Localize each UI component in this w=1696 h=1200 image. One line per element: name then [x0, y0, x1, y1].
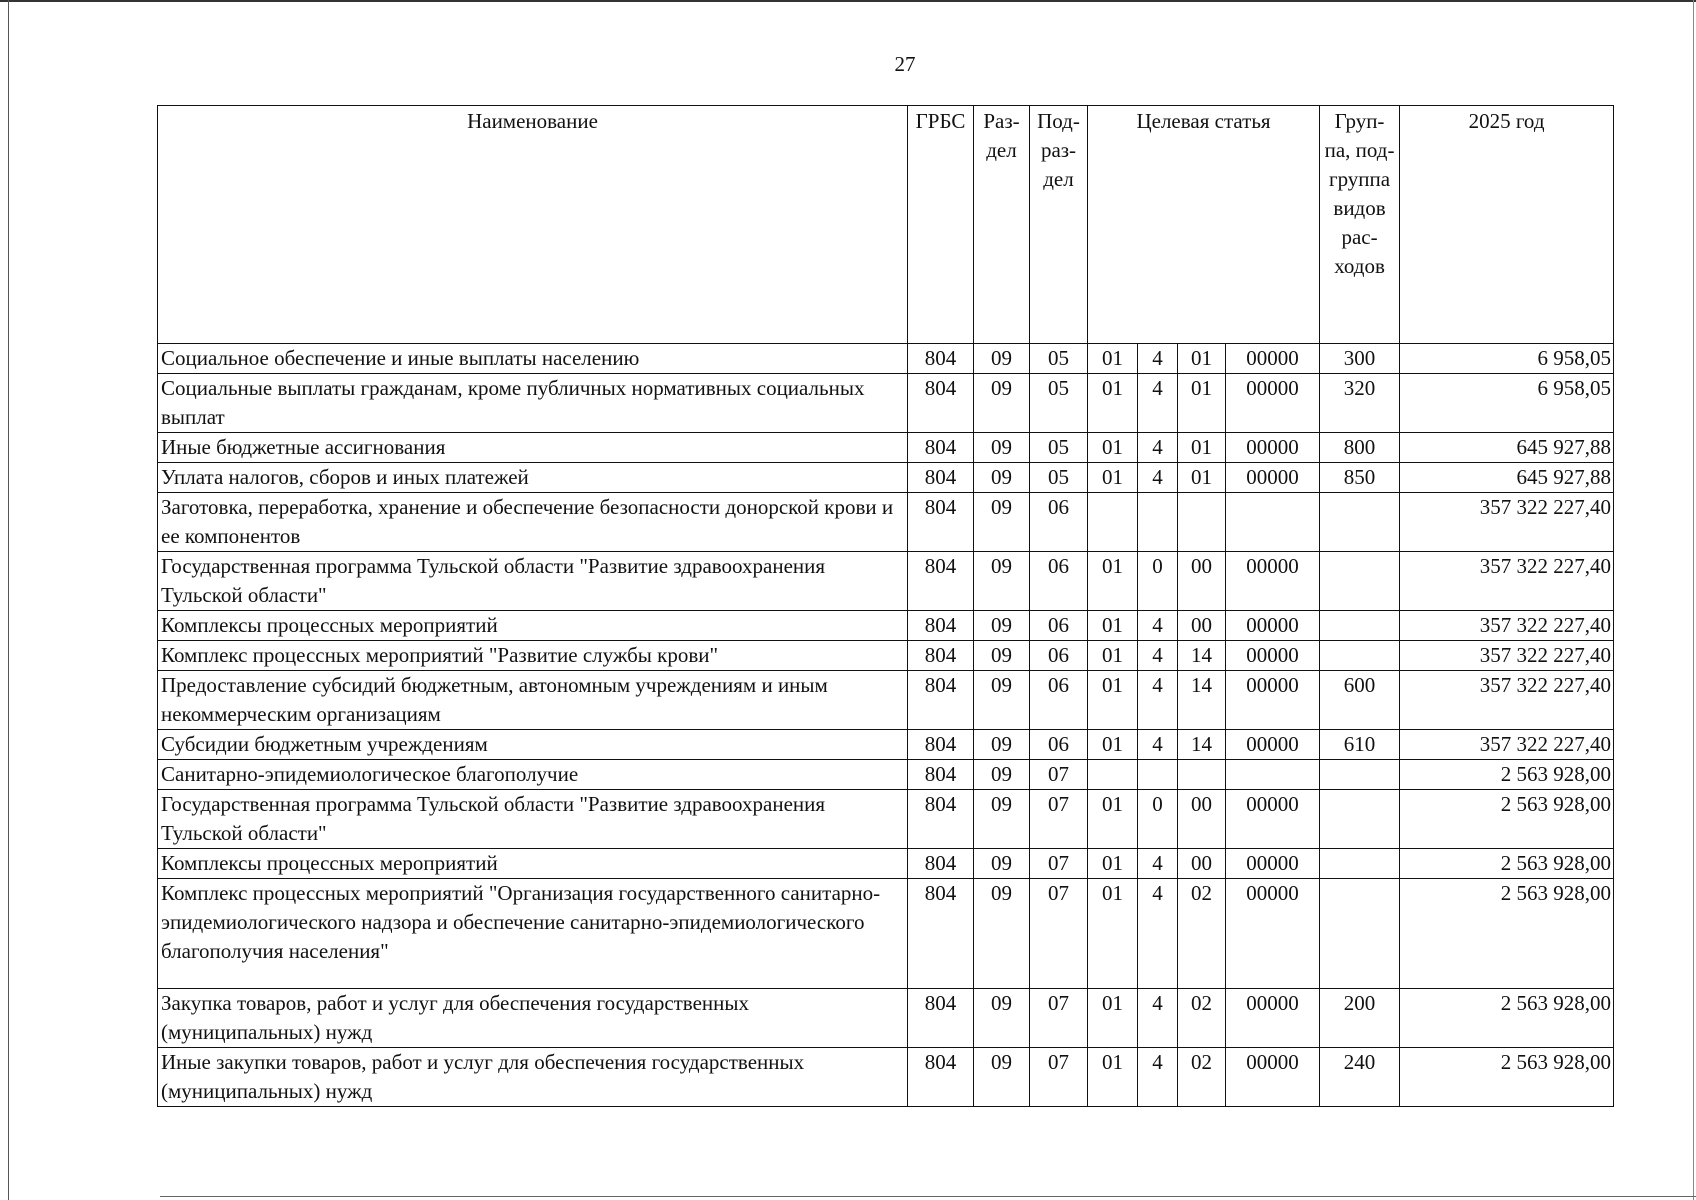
cell-grbs: 804	[908, 641, 974, 671]
cell-razdel: 09	[974, 671, 1030, 730]
header-celevaya-statya: Целевая статья	[1088, 106, 1320, 344]
cell-name: Предоставление субсидий бюджетным, автономным учреждениям и иным некоммерческим организациям	[158, 671, 908, 730]
cell-cs-program: 01	[1088, 790, 1138, 849]
cell-cs-subprogram: 02	[1178, 989, 1226, 1048]
cell-podrazdel: 07	[1030, 989, 1088, 1048]
cell-amount: 2 563 928,00	[1400, 760, 1614, 790]
header-name: Наименование	[158, 106, 908, 344]
cell-cs-type: 0	[1138, 552, 1178, 611]
cell-amount: 357 322 227,40	[1400, 641, 1614, 671]
cell-name: Иные закупки товаров, работ и услуг для обеспечения государственных (муниципальных) нужд	[158, 1048, 908, 1107]
cell-amount: 6 958,05	[1400, 374, 1614, 433]
cell-cs-direction: 00000	[1226, 552, 1320, 611]
cell-podrazdel: 05	[1030, 433, 1088, 463]
cell-cs-type: 4	[1138, 374, 1178, 433]
cell-name: Субсидии бюджетным учреждениям	[158, 730, 908, 760]
cell-vid-raskhodov: 600	[1320, 671, 1400, 730]
cell-cs-type: 4	[1138, 641, 1178, 671]
header-grbs: ГРБС	[908, 106, 974, 344]
cell-razdel: 09	[974, 344, 1030, 374]
cell-amount: 2 563 928,00	[1400, 849, 1614, 879]
cell-cs-direction	[1226, 760, 1320, 790]
cell-amount: 2 563 928,00	[1400, 989, 1614, 1048]
cell-cs-type: 4	[1138, 671, 1178, 730]
cell-vid-raskhodov: 320	[1320, 374, 1400, 433]
cell-grbs: 804	[908, 374, 974, 433]
cell-cs-subprogram: 01	[1178, 463, 1226, 493]
header-gruppa-vidov-raskhodov: Груп- па, под- группа видов рас- ходов	[1320, 106, 1400, 344]
cell-cs-direction: 00000	[1226, 849, 1320, 879]
cell-podrazdel: 07	[1030, 879, 1088, 989]
cell-name: Комплекс процессных мероприятий "Развитие службы крови"	[158, 641, 908, 671]
cell-podrazdel: 05	[1030, 344, 1088, 374]
cell-cs-type: 4	[1138, 433, 1178, 463]
cell-razdel: 09	[974, 463, 1030, 493]
cell-razdel: 09	[974, 760, 1030, 790]
cell-vid-raskhodov	[1320, 493, 1400, 552]
cell-cs-subprogram	[1178, 493, 1226, 552]
cell-cs-subprogram: 02	[1178, 879, 1226, 989]
cell-podrazdel: 05	[1030, 374, 1088, 433]
table-row	[158, 493, 1614, 552]
cell-razdel: 09	[974, 989, 1030, 1048]
cell-cs-direction: 00000	[1226, 879, 1320, 989]
cell-podrazdel: 06	[1030, 730, 1088, 760]
cell-cs-program: 01	[1088, 433, 1138, 463]
cell-grbs: 804	[908, 879, 974, 989]
cell-vid-raskhodov: 240	[1320, 1048, 1400, 1107]
cell-podrazdel: 05	[1030, 463, 1088, 493]
cell-cs-program: 01	[1088, 641, 1138, 671]
table-row	[158, 760, 1614, 790]
cell-cs-program: 01	[1088, 989, 1138, 1048]
cell-podrazdel: 07	[1030, 1048, 1088, 1107]
cell-cs-subprogram: 00	[1178, 552, 1226, 611]
cell-grbs: 804	[908, 611, 974, 641]
table-body	[158, 344, 1614, 1107]
cell-cs-direction: 00000	[1226, 1048, 1320, 1107]
cell-cs-type	[1138, 493, 1178, 552]
cell-cs-subprogram: 00	[1178, 790, 1226, 849]
cell-cs-type: 4	[1138, 989, 1178, 1048]
table-row	[158, 1048, 1614, 1107]
cell-cs-type: 4	[1138, 730, 1178, 760]
cell-grbs: 804	[908, 790, 974, 849]
cell-name: Иные бюджетные ассигнования	[158, 433, 908, 463]
cell-grbs: 804	[908, 463, 974, 493]
cell-cs-direction: 00000	[1226, 374, 1320, 433]
cell-grbs: 804	[908, 730, 974, 760]
table-row	[158, 552, 1614, 611]
table-row	[158, 879, 1614, 989]
cell-grbs: 804	[908, 552, 974, 611]
cell-razdel: 09	[974, 611, 1030, 641]
cell-cs-subprogram	[1178, 760, 1226, 790]
cell-vid-raskhodov: 300	[1320, 344, 1400, 374]
cell-vid-raskhodov	[1320, 790, 1400, 849]
cell-amount: 357 322 227,40	[1400, 730, 1614, 760]
cell-vid-raskhodov	[1320, 849, 1400, 879]
cell-amount: 357 322 227,40	[1400, 552, 1614, 611]
cell-razdel: 09	[974, 849, 1030, 879]
table-row	[158, 433, 1614, 463]
cell-grbs: 804	[908, 1048, 974, 1107]
cell-cs-direction: 00000	[1226, 433, 1320, 463]
cell-amount: 2 563 928,00	[1400, 1048, 1614, 1107]
cell-vid-raskhodov	[1320, 879, 1400, 989]
cell-name: Социальное обеспечение и иные выплаты населению	[158, 344, 908, 374]
table-row	[158, 671, 1614, 730]
table-row	[158, 463, 1614, 493]
cell-razdel: 09	[974, 552, 1030, 611]
cell-razdel: 09	[974, 374, 1030, 433]
scan-edge-bottom	[160, 1196, 1696, 1197]
cell-name: Уплата налогов, сборов и иных платежей	[158, 463, 908, 493]
cell-cs-subprogram: 02	[1178, 1048, 1226, 1107]
cell-cs-program: 01	[1088, 552, 1138, 611]
cell-cs-direction: 00000	[1226, 463, 1320, 493]
cell-cs-program: 01	[1088, 463, 1138, 493]
cell-cs-direction: 00000	[1226, 671, 1320, 730]
cell-podrazdel: 07	[1030, 849, 1088, 879]
cell-cs-program	[1088, 760, 1138, 790]
cell-cs-program: 01	[1088, 1048, 1138, 1107]
table-row	[158, 374, 1614, 433]
cell-razdel: 09	[974, 790, 1030, 849]
cell-cs-type: 4	[1138, 849, 1178, 879]
cell-grbs: 804	[908, 433, 974, 463]
cell-cs-subprogram: 14	[1178, 671, 1226, 730]
cell-cs-direction: 00000	[1226, 730, 1320, 760]
cell-razdel: 09	[974, 641, 1030, 671]
cell-cs-subprogram: 01	[1178, 344, 1226, 374]
cell-vid-raskhodov: 800	[1320, 433, 1400, 463]
cell-vid-raskhodov: 200	[1320, 989, 1400, 1048]
cell-razdel: 09	[974, 433, 1030, 463]
cell-vid-raskhodov: 850	[1320, 463, 1400, 493]
budget-table	[157, 105, 1614, 1107]
table-row	[158, 989, 1614, 1048]
cell-cs-subprogram: 00	[1178, 611, 1226, 641]
cell-name: Санитарно-эпидемиологическое благополучие	[158, 760, 908, 790]
cell-razdel: 09	[974, 879, 1030, 989]
cell-grbs: 804	[908, 493, 974, 552]
cell-podrazdel: 06	[1030, 611, 1088, 641]
cell-vid-raskhodov	[1320, 641, 1400, 671]
cell-cs-type: 4	[1138, 463, 1178, 493]
cell-podrazdel: 06	[1030, 552, 1088, 611]
cell-name: Закупка товаров, работ и услуг для обеспечения государственных (муниципальных) нужд	[158, 989, 908, 1048]
cell-cs-subprogram: 01	[1178, 433, 1226, 463]
cell-cs-program: 01	[1088, 849, 1138, 879]
cell-name: Государственная программа Тульской области "Развитие здравоохранения Тульской области"	[158, 552, 908, 611]
cell-podrazdel: 06	[1030, 493, 1088, 552]
table-row	[158, 344, 1614, 374]
cell-cs-program: 01	[1088, 344, 1138, 374]
table-row	[158, 641, 1614, 671]
cell-amount: 6 958,05	[1400, 344, 1614, 374]
cell-cs-program: 01	[1088, 671, 1138, 730]
cell-razdel: 09	[974, 1048, 1030, 1107]
header-year: 2025 год	[1400, 106, 1614, 344]
cell-cs-direction: 00000	[1226, 641, 1320, 671]
cell-cs-type: 0	[1138, 790, 1178, 849]
cell-name: Заготовка, переработка, хранение и обеспечение безопасности донорской крови и ее компонентов	[158, 493, 908, 552]
cell-cs-subprogram: 01	[1178, 374, 1226, 433]
cell-amount: 645 927,88	[1400, 433, 1614, 463]
cell-amount: 357 322 227,40	[1400, 611, 1614, 641]
cell-cs-subprogram: 14	[1178, 641, 1226, 671]
table-row	[158, 730, 1614, 760]
scan-edge-top	[0, 0, 1696, 2]
header-razdel: Раз- дел	[974, 106, 1030, 344]
cell-cs-program	[1088, 493, 1138, 552]
cell-amount: 2 563 928,00	[1400, 879, 1614, 989]
cell-podrazdel: 07	[1030, 760, 1088, 790]
cell-cs-type	[1138, 760, 1178, 790]
cell-grbs: 804	[908, 344, 974, 374]
cell-podrazdel: 06	[1030, 671, 1088, 730]
cell-amount: 357 322 227,40	[1400, 493, 1614, 552]
table-row	[158, 790, 1614, 849]
scan-edge-left	[8, 0, 9, 1200]
cell-name: Государственная программа Тульской области "Развитие здравоохранения Тульской области"	[158, 790, 908, 849]
cell-cs-program: 01	[1088, 374, 1138, 433]
cell-name: Комплексы процессных мероприятий	[158, 849, 908, 879]
cell-amount: 357 322 227,40	[1400, 671, 1614, 730]
cell-cs-direction: 00000	[1226, 611, 1320, 641]
cell-cs-direction: 00000	[1226, 344, 1320, 374]
cell-grbs: 804	[908, 760, 974, 790]
cell-podrazdel: 07	[1030, 790, 1088, 849]
cell-cs-type: 4	[1138, 1048, 1178, 1107]
cell-name: Комплекс процессных мероприятий "Организация государственного санитарно-эпидемиологического надзора и обеспечение санитарно-эпидемиологического благополучия населения"	[158, 879, 908, 989]
cell-cs-subprogram: 00	[1178, 849, 1226, 879]
cell-cs-type: 4	[1138, 879, 1178, 989]
header-podrazdel: Под- раз- дел	[1030, 106, 1088, 344]
cell-amount: 2 563 928,00	[1400, 790, 1614, 849]
cell-cs-program: 01	[1088, 879, 1138, 989]
table-row	[158, 849, 1614, 879]
cell-cs-program: 01	[1088, 611, 1138, 641]
cell-cs-type: 4	[1138, 611, 1178, 641]
cell-cs-program: 01	[1088, 730, 1138, 760]
page-number: 27	[894, 52, 916, 76]
cell-vid-raskhodov: 610	[1320, 730, 1400, 760]
table-header-row	[158, 106, 1614, 344]
table-row	[158, 611, 1614, 641]
cell-amount: 645 927,88	[1400, 463, 1614, 493]
cell-cs-direction: 00000	[1226, 790, 1320, 849]
cell-grbs: 804	[908, 671, 974, 730]
cell-razdel: 09	[974, 730, 1030, 760]
cell-cs-direction: 00000	[1226, 989, 1320, 1048]
cell-podrazdel: 06	[1030, 641, 1088, 671]
cell-vid-raskhodov	[1320, 611, 1400, 641]
cell-name: Комплексы процессных мероприятий	[158, 611, 908, 641]
cell-cs-type: 4	[1138, 344, 1178, 374]
cell-vid-raskhodov	[1320, 552, 1400, 611]
cell-vid-raskhodov	[1320, 760, 1400, 790]
scan-edge-right	[1693, 0, 1694, 1200]
cell-grbs: 804	[908, 989, 974, 1048]
cell-cs-direction	[1226, 493, 1320, 552]
cell-grbs: 804	[908, 849, 974, 879]
cell-razdel: 09	[974, 493, 1030, 552]
cell-cs-subprogram: 14	[1178, 730, 1226, 760]
cell-name: Социальные выплаты гражданам, кроме публичных нормативных социальных выплат	[158, 374, 908, 433]
